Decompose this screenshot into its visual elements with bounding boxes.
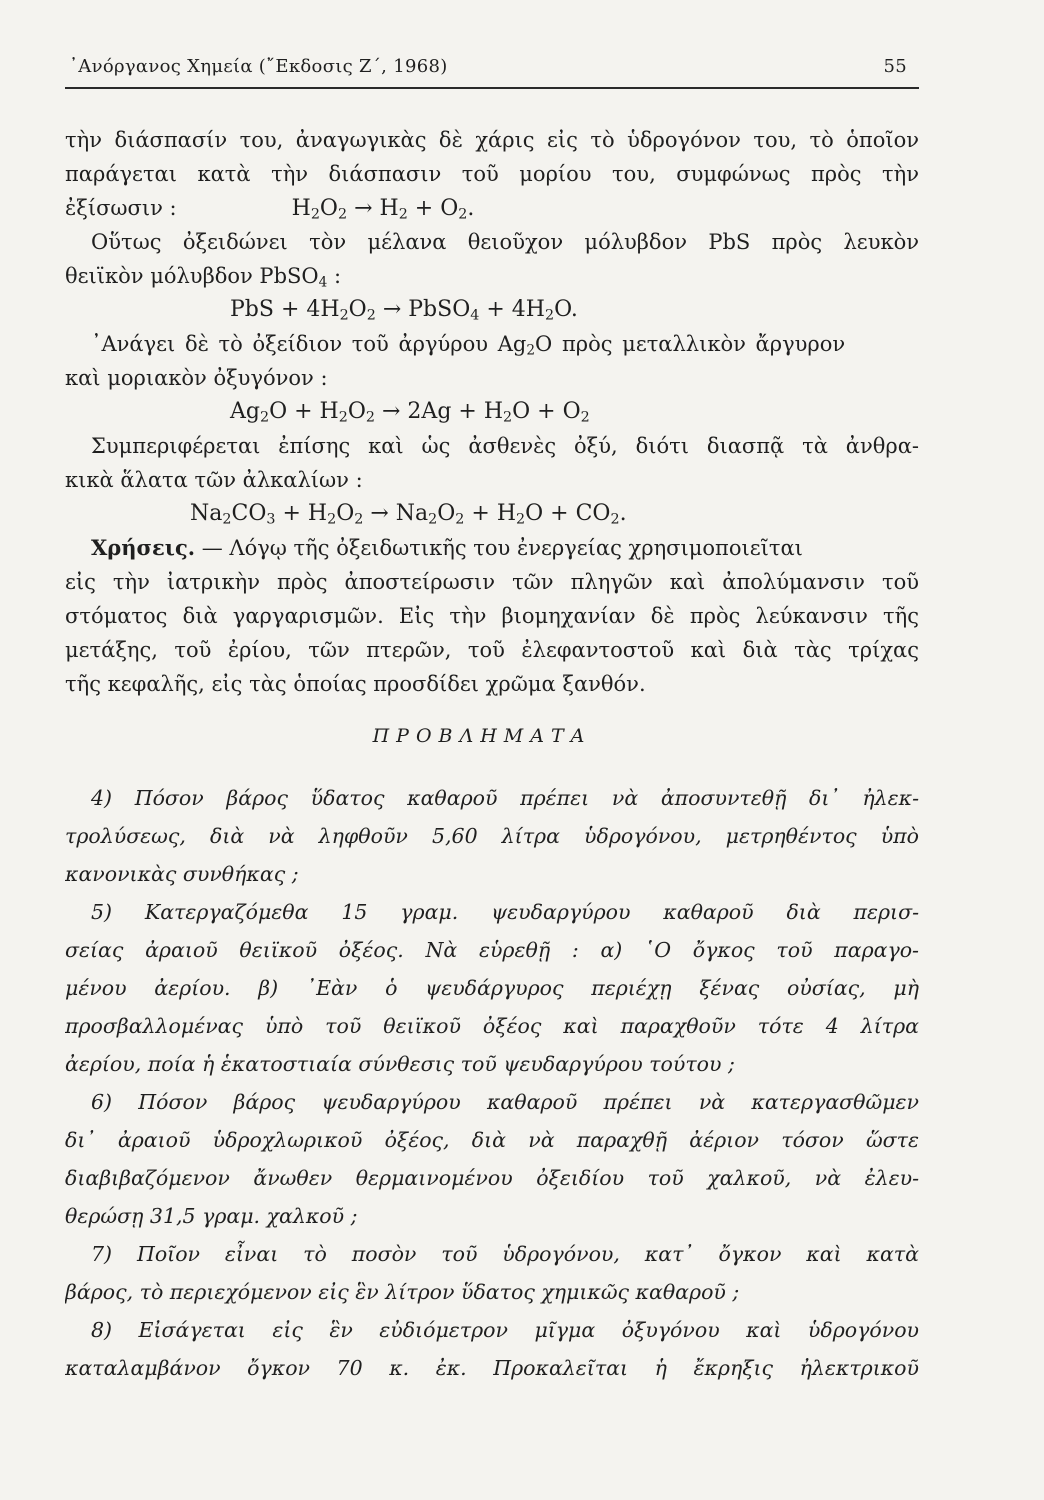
problem-line: 8) Εἰσάγεται εἰς ἓν εὐδιόμετρον μῖγμα ὀξυγόνου καὶ ὑδρογόνου (91, 1318, 919, 1342)
running-title: ᾿Ανόργανος Χημεία (῎Εκδοσις Ζ΄, 1968) (69, 56, 448, 77)
text-line: τῆς κεφαλῆς, εἰς τὰς ὁποίας προσδίδει χρῶμα ξανθόν. (65, 672, 646, 696)
page-number: 55 (883, 56, 907, 77)
text-line: παράγεται κατὰ τὴν διάσπασιν τοῦ μορίου του, συμφώνως πρὸς τὴν (65, 162, 919, 186)
page-header (65, 56, 919, 77)
problem-line: δι᾿ ἀραιοῦ ὑδροχλωρικοῦ ὀξέος, διὰ νὰ παραχθῇ ἀέριον τόσον ὥστε (65, 1128, 919, 1152)
text-line-with-equation (65, 191, 919, 225)
equation-ag2o-reduction: $Ag_2O + H_2O_2 \to 2Ag + H_2O + O_2$ (230, 399, 590, 426)
problem-line: ἀερίου, ποία ἡ ἑκατοστιαία σύνθεσις τοῦ ψευδαργύρου τούτου ; (65, 1052, 735, 1076)
problem-line: σείας ἀραιοῦ θειϊκοῦ ὀξέος. Νὰ εὑρεθῇ : α) ῾Ο ὄγκος τοῦ παραγο- (65, 938, 919, 962)
problem-line: 7) Ποῖον εἶναι τὸ ποσὸν τοῦ ὑδρογόνου, κατ᾿ ὄγκον καὶ κατὰ (91, 1242, 919, 1266)
body-text (65, 123, 919, 701)
problem-line: διαβιβαζόμενον ἄνωθεν θερμαινομένου ὀξειδίου τοῦ χαλκοῦ, νὰ ἐλευ- (65, 1166, 919, 1190)
problem-line: προσβαλλομένας ὑπὸ τοῦ θειϊκοῦ ὀξέος καὶ παραχθοῦν τότε 4 λίτρα (65, 1014, 919, 1038)
text-fragment: ἐξίσωσιν : (65, 196, 177, 220)
text-line: Χρήσεις. — Λόγῳ τῆς ὀξειδωτικῆς του ἐνεργείας χρησιμοποιεῖται (91, 535, 803, 560)
text-line: θειϊκὸν μόλυβδον PbSO$_4$ : (65, 264, 342, 291)
problem-line: 5) Κατεργαζόμεθα 15 γραμ. ψευδαργύρου καθαροῦ διὰ περισ- (91, 900, 919, 924)
text-line: τὴν διάσπασίν του, ἀναγωγικὰς δὲ χάρις εἰς τὸ ὑδρογόνον του, τὸ ὁποῖον (65, 128, 919, 152)
uses-label: Χρήσεις. (91, 535, 196, 560)
equation-h2o2-decomposition: $H_2O_2 \to H_2 + O_2$. (291, 196, 475, 223)
problem-line: καταλαμβάνον ὄγκον 70 κ. ἐκ. Προκαλεῖται ἡ ἔκρηξις ἠλεκτρικοῦ (65, 1356, 919, 1380)
text-line: Οὕτως ὀξειδώνει τὸν μέλανα θειοῦχον μόλυβδον PbS πρὸς λευκὸν (91, 230, 919, 254)
text-line: Συμπεριφέρεται ἐπίσης καὶ ὡς ἀσθενὲς ὀξύ, διότι διασπᾷ τὰ ἀνθρα- (91, 434, 919, 458)
problem-line: βάρος, τὸ περιεχόμενον εἰς ἓν λίτρον ὕδατος χημικῶς καθαροῦ ; (65, 1280, 740, 1304)
text-line: καὶ μοριακὸν ὀξυγόνον : (65, 366, 328, 390)
problem-line: 4) Πόσον βάρος ὕδατος καθαροῦ πρέπει νὰ ἀποσυντεθῇ δι᾿ ἠλεκ- (91, 786, 919, 810)
equation-na2co3-reaction: $Na_2CO_3 + H_2O_2 \to Na_2O_2 + H_2O + CO_2$. (190, 501, 627, 528)
problem-line: μένου ἀερίου. β) ᾿Εὰν ὁ ψευδάργυρος περιέχῃ ξένας οὐσίας, μὴ (65, 976, 919, 1000)
problem-line: κανονικὰς συνθήκας ; (65, 862, 299, 886)
equation-pbs-oxidation: PbS + $4H_2O_2$ → PbSO$_4$ + $4H_2O$. (230, 297, 578, 324)
problem-line: 6) Πόσον βάρος ψευδαργύρου καθαροῦ πρέπει νὰ κατεργασθῶμεν (91, 1090, 919, 1114)
problem-line: τρολύσεως, διὰ νὰ ληφθοῦν 5,60 λίτρα ὑδρογόνου, μετρηθέντος ὑπὸ (65, 824, 919, 848)
problem-line: θερώσῃ 31,5 γραμ. χαλκοῦ ; (65, 1204, 358, 1228)
text-line: εἰς τὴν ἰατρικὴν πρὸς ἀποστείρωσιν τῶν πληγῶν καὶ ἀπολύμανσιν τοῦ (65, 570, 919, 594)
header-rule (65, 87, 919, 89)
text-line: μετάξης, τοῦ ἐρίου, τῶν πτερῶν, τοῦ ἐλεφαντοστοῦ καὶ διὰ τὰς τρίχας (65, 638, 919, 662)
text-line: κικὰ ἅλατα τῶν ἀλκαλίων : (65, 468, 363, 492)
problems-heading: ΠΡΟΒΛΗΜΑΤΑ (372, 725, 592, 747)
text-line: ᾿Ανάγει δὲ τὸ ὀξείδιον τοῦ ἀργύρου $Ag_2O$ πρὸς μεταλλικὸν ἄργυρον (91, 332, 846, 359)
text-line: στόματος διὰ γαργαρισμῶν. Εἰς τὴν βιομηχανίαν δὲ πρὸς λεύκανσιν τῆς (65, 604, 919, 628)
problems-list (65, 779, 919, 1387)
